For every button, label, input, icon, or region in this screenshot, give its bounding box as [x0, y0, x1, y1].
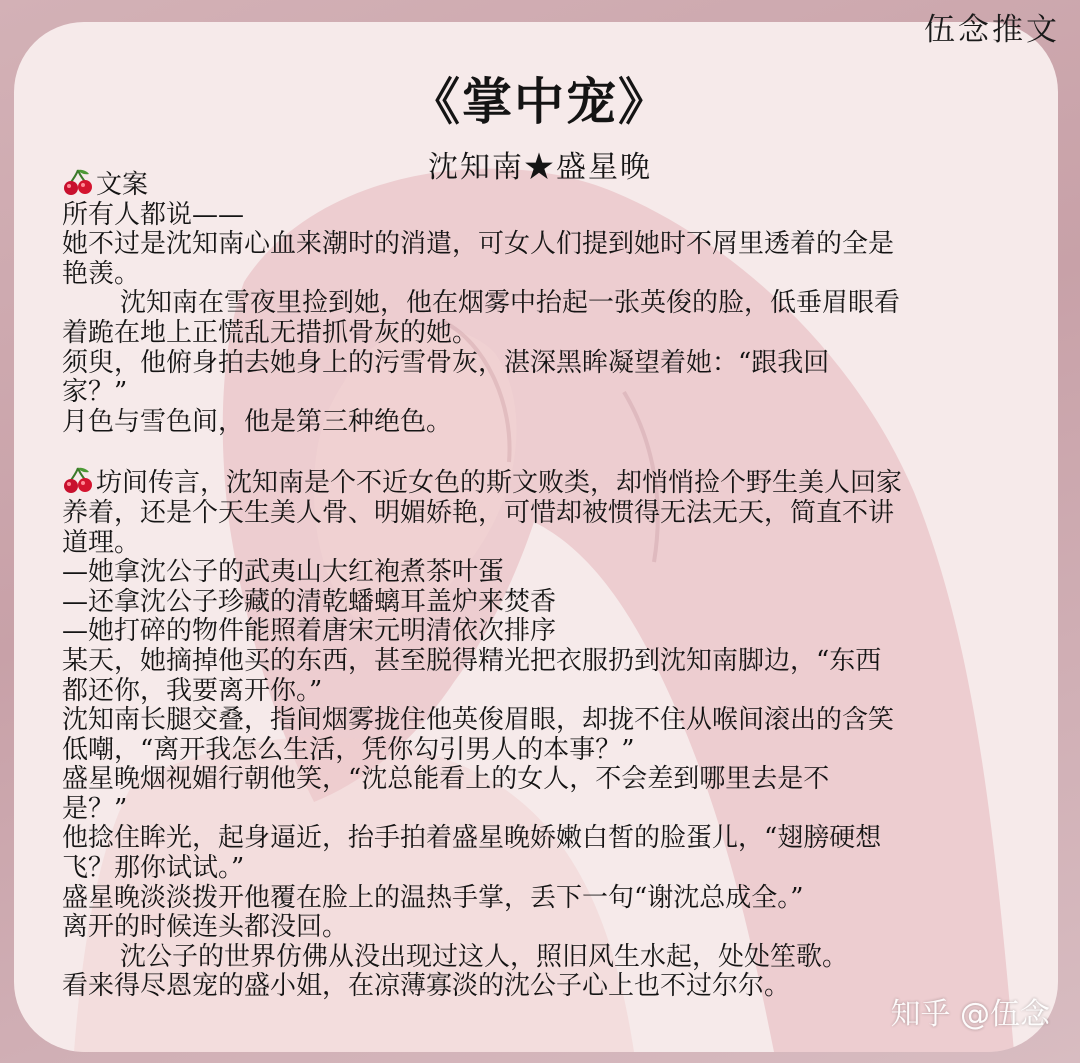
book-title: 《掌中宠》: [410, 72, 670, 131]
cherry-icon: [62, 168, 94, 196]
synopsis-body: [62, 168, 1032, 1002]
text-line: 离开的时候连头都没回。: [62, 912, 349, 943]
text-line: 道理。: [62, 527, 141, 558]
text-line: 飞？那你试试。”: [62, 853, 245, 884]
cherry-icon: [62, 466, 94, 494]
text-line-indented: 沈知南在雪夜里捡到她，他在烟雾中抬起一张英俊的脸，低垂眉眼看: [120, 288, 901, 319]
text-line: 须臾，他俯身拍去她身上的污雪骨灰，湛深黑眸凝望着她：“跟我回: [62, 347, 830, 378]
text-line: 低嘲，“离开我怎么生活，凭你勾引男人的本事？”: [62, 734, 635, 765]
text-line: 都还你，我要离开你。”: [62, 675, 323, 706]
paragraph-gap: [62, 437, 1032, 466]
text-line-indented: 沈公子的世界仿佛从没出现过这人，照旧风生水起，处处笙歌。: [120, 941, 849, 972]
text-line: 看来得尽恩宠的盛小姐，在凉薄寡淡的沈公子心上也不过尔尔。: [62, 971, 791, 1002]
text-line: 盛星晚烟视媚行朝他笑，“沈总能看上的女人，不会差到哪里去是不: [62, 764, 830, 795]
text-line: 月色与雪色间，他是第三种绝色。: [62, 406, 453, 437]
text-line: 盛星晚淡淡拨开他覆在脸上的温热手掌，丢下一句“谢沈总成全。”: [62, 882, 804, 913]
text-line: 某天，她摘掉他买的东西，甚至脱得精光把衣服扔到沈知南脚边，“东西: [62, 645, 882, 676]
text-line: 所有人都说——: [62, 199, 245, 230]
brand-label: 伍念推文: [924, 12, 1060, 48]
text-line: 家？”: [62, 377, 128, 408]
section-two-first-text: 坊间传言，沈知南是个不近女色的斯文败类，却悄悄捡个野生美人回家: [96, 468, 903, 499]
section-two-first-line: [62, 466, 1032, 499]
text-line: —她打碎的物件能照着唐宋元明清依次排序: [62, 616, 557, 647]
text-line: —她拿沈公子的武夷山大红袍煮茶叶蛋: [62, 557, 505, 588]
watermark-label: 知乎 @伍念: [890, 997, 1050, 1032]
synopsis-heading: [62, 168, 1032, 201]
text-line: 沈知南长腿交叠，指间烟雾拢住他英俊眉眼，却拢不住从喉间滚出的含笑: [62, 705, 895, 736]
text-line: 艳羡。: [62, 258, 141, 289]
text-line: 她不过是沈知南心血来潮时的消遣，可女人们提到她时不屑里透着的全是: [62, 229, 895, 260]
text-line: 养着，还是个天生美人骨、明媚娇艳，可惜却被惯得无法无天，简直不讲: [62, 497, 895, 528]
synopsis-heading-label: 文案: [96, 170, 149, 200]
text-line: 他捻住眸光，起身逼近，抬手拍着盛星晚娇嫩白皙的脸蛋儿，“翅膀硬想: [62, 823, 882, 854]
book-subtitle: 沈知南★盛星晚: [428, 150, 652, 185]
text-line: —还拿沈公子珍藏的清乾蟠螭耳盖炉来焚香: [62, 586, 557, 617]
text-line: 着跪在地上正慌乱无措抓骨灰的她。: [62, 317, 479, 348]
text-line: 是？”: [62, 793, 128, 824]
